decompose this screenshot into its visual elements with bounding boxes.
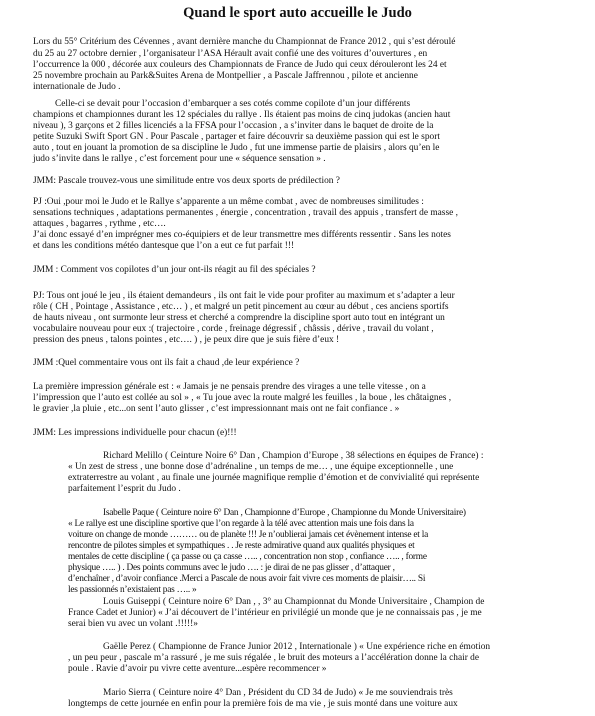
text-line: PJ: Tous ont joué le jeu , ils étaient demandeurs , ils ont fait le vide pour profiter au maximum et s’adapter a leur <box>33 291 455 301</box>
text-line: d’enchaîner , d’avoir confiance .Merci a Pascale de nous avoir fait vivre ces moments de plaisir….. Si <box>68 574 426 584</box>
text-line: de hauts niveau , ont surmonte leur stress et cherché a comprendre la discipline sport auto tout en intégrant un <box>33 313 445 323</box>
text-line: Louis Guiseppi ( Ceinture noire 6° Dan , , 3° au Championnat du Monde Universitaire , Champion de <box>103 597 485 607</box>
text-line: « Un zest de stress , une bonne dose d’adrénaline , un temps de me… , une équipe exceptionnelle , une <box>68 462 454 472</box>
text-line: Mario Sierra ( Ceinture noire 4° Dan , Président du CD 34 de Judo) « Je me souviendrais très <box>103 688 453 698</box>
text-line: Lors du 55° Critérium des Cévennes , avant dernière manche du Championnat de France 2012 , qui s’est déroulé <box>33 37 456 47</box>
text-line: vocabulaire nouveau pour eux :( trajectoire , corde , freinage dégressif , châssis , dérive , travail du volant , <box>33 324 434 334</box>
text-line: rencontre de pilotes simples et sympathiques . . Je reste admirative quand aux qualités physiques et <box>68 541 415 551</box>
text-line: l’occurrence la 000 , décorée aux couleurs des Championnats de France de Judo qui ceux dérouleront les 24 et <box>33 60 447 70</box>
text-line: niveau ), 3 garçons et 2 filles licenciés a la FFSA pour l’occasion , a s’inviter dans le baquet de droite de la <box>33 121 434 131</box>
text-line: physique ….. ) . Des points communs avec le judo …. : je dirai de ne pas glisser , d’attaquer , <box>68 563 395 573</box>
text-line: longtemps de cette journée en enfin pour la première fois de ma vie , je suis monté dans une voiture aux <box>68 699 458 709</box>
text-line: 25 novembre prochain au Park&Suites Arena de Montpellier , a Pascale Jaffrennou , pilote et ancienne <box>33 71 418 81</box>
text-line: JMM : Comment vos copilotes d’un jour ont-ils réagit au fil des spéciales ? <box>33 265 316 275</box>
text-line: « Le rallye est une discipline sportive que l’on regarde à la télé avec attention mais une fois dans la <box>68 519 414 529</box>
text-line: JMM: Les impressions individuelle pour chacun (e)!!! <box>33 428 237 438</box>
text-line: champions et championnes durant les 12 spéciales du rallye . Ils étaient pas moins de cinq judokas (ancien haut <box>33 110 451 120</box>
text-line: PJ :Oui ,pour moi le Judo et le Rallye s’apparente a un même combat , avec de nombreuses similitudes : <box>33 197 424 207</box>
text-line: sensations techniques , adaptations permanentes , énergie , concentration , travail des appuis , transfert de masse , <box>33 208 458 218</box>
text-line: Gaëlle Perez ( Championne de France Junior 2012 , Internationale ) « Une expérience riche en émotion <box>103 642 491 652</box>
text-line: France Cadet et Junior) « J’ai découvert de l’intérieur en privilégié un monde que je ne connaissais pas , je me <box>68 608 482 618</box>
article-title: Quand le sport auto accueille le Judo <box>183 5 412 21</box>
text-line: rôle ( CH , Pointage , Assistance , etc… ) , et malgré un petit pincement au cœur au début , ces anciens sportifs <box>33 302 449 312</box>
text-line: voiture on change de monde ……… ou de planète !!! Je n’oublierai jamais cet évènement intense et la <box>68 530 428 540</box>
text-line: judo s’invite dans le rallye , c’est forcement pour une « séquence sensation » . <box>33 154 326 164</box>
text-line: Celle-ci se devait pour l’occasion d’embarquer a ses cotés comme copilote d’un jour différents <box>55 99 411 109</box>
text-line: du 25 au 27 octobre dernier , l’organisateur l’ASA Hérault avait confié une des voitures d’ouvertures , en <box>33 49 428 59</box>
text-line: mentales de cette discipline ( ça passe ou ça casse ….. , concentration non stop , confiance ….. , forme <box>68 552 427 562</box>
text-line: petite Suzuki Swift Sport GN . Pour Pascale , partager et faire découvrir sa deuxième passion qui est le sport <box>33 132 440 142</box>
text-line: auto , tout en jouant la promotion de sa discipline le Judo , fut une immense partie de plaisirs , alors qu’en le <box>33 143 440 153</box>
text-line: serai bien vu avec un volant .!!!!!» <box>68 619 198 629</box>
text-line: pression des pneus , talons pointes , etc…. ) , je peux dire que je suis fière d’eux ! <box>33 335 340 345</box>
text-line: internationale de Judo . <box>33 82 121 92</box>
text-line: La première impression générale est : « Jamais je ne pensais prendre des virages a une telle vitesse , on a <box>33 382 426 392</box>
text-line: le gravier ,la pluie , etc...on sent l’auto glisser , c’est impressionnant mais ont ne fait confiance . » <box>33 404 400 414</box>
text-line: J’ai donc essayé d’en imprégner mes co-équipiers et de leur transmettre mes différents ressentir . Sans les notes <box>33 230 451 240</box>
text-line: attaques , bagarres , rythme , etc…. <box>33 219 166 229</box>
text-line: parfaitement l’esprit du Judo . <box>68 484 181 494</box>
text-line: l’impression que l’auto est collée au sol » , « Tu joue avec la route malgré les feuilles , la boue , les châtaignes , <box>33 393 452 403</box>
text-line: les passionnés n’existaient pas ….. » <box>68 585 197 595</box>
text-line: Isabelle Paque ( Ceinture noire 6° Dan , Championne d’Europe , Championne du Monde Universitaire) <box>103 508 466 518</box>
text-line: et dans les conditions météo dantesque que l’on a eut ce fut parfait !!! <box>33 241 295 251</box>
text-line: Richard Melillo ( Ceinture Noire 6° Dan , Champion d’Europe , 38 sélections en équipes de France) : <box>103 451 484 461</box>
text-line: poule . Ravie d’avoir pu vivre cette aventure...espère recommencer » <box>68 664 327 674</box>
text-line: , un peu peur , pascale m’a rassuré , je me suis régalée , le bruit des moteurs a l’accélération donne la chair de <box>68 653 480 663</box>
text-line: JMM: Pascale trouvez-vous une similitude entre vos deux sports de prédilection ? <box>33 176 340 186</box>
text-line: JMM :Quel commentaire vous ont ils fait a chaud ,de leur expérience ? <box>33 358 300 368</box>
text-line: extraterrestre au volant , au finale une journée magnifique remplie d’émotion et de convivialité qui représente <box>68 473 480 483</box>
